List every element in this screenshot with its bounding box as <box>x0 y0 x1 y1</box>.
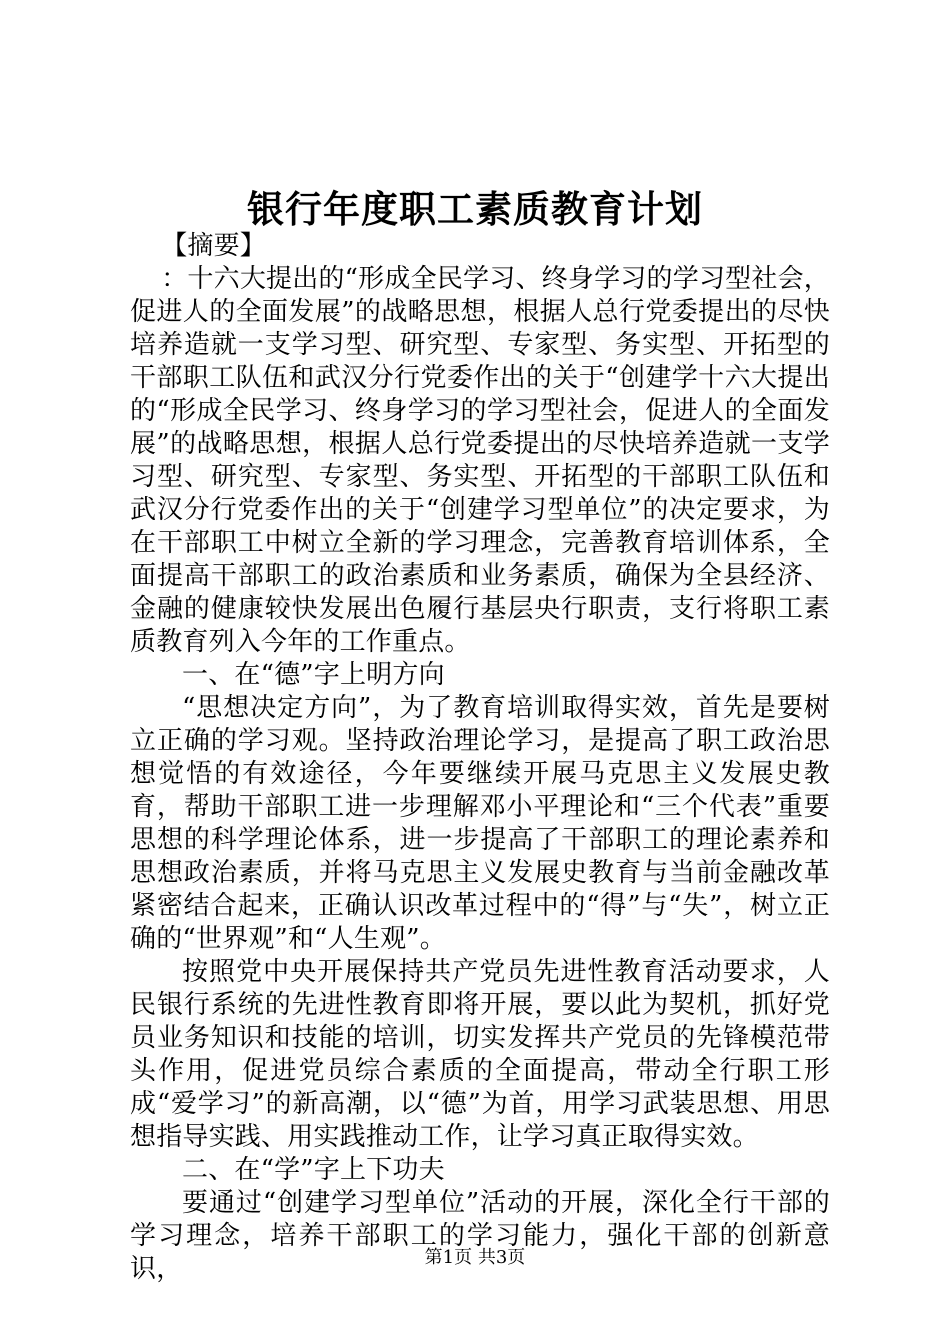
document-title: 银行年度职工素质教育计划 <box>247 187 703 231</box>
abstract-heading: 【摘要】 <box>161 231 266 261</box>
abstract-paragraph: ：十六大提出的“形成全民学习、终身学习的学习型社会，促进人的全面发展”的战略思想，根据人总行党委提出的尽快培养造就一支学习型、研究型、专家型、务实型、开拓型的干部职工队伍和武汉分行党委作出的关于“创建学十六大提出的“形成全民学习、终身学习的学习型社会，促进人的全面发展”的战略思想，根据人总行党委提出的尽快培养造就一支学习型、研究型、专家型、务实型、开拓型的干部职工队伍和武汉分行党委作出的关于“创建学习型单位”的决定要求，为在干部职工中树立全新的学习理念，完善教育培训体系，全面提高干部职工的政治素质和业务素质，确保为全县经济、金融的健康较快发展出色履行基层央行职责，支行将职工素质教育列入今年的工作重点。 <box>130 264 830 657</box>
section-heading-2: 二、在“学”字上下功夫 <box>182 1155 445 1185</box>
page-footer: 第1页 共3页 <box>424 1247 526 1268</box>
body-paragraph-1: “思想决定方向”，为了教育培训取得实效，首先是要树立正确的学习观。坚持政治理论学习，是提高了职工政治思想觉悟的有效途径，今年要继续开展马克思主义发展史教育，帮助干部职工进一步理解邓小平理论和“三个代表”重要思想的科学理论体系，进一步提高了干部职工的理论素养和思想政治素质，并将马克思主义发展史教育与当前金融改革紧密结合起来，正确认识改革过程中的“得”与“失”，树立正确的“世界观”和“人生观”。 <box>130 693 830 954</box>
document-body <box>130 230 830 1286</box>
body-paragraph-2: 按照党中央开展保持共产党员先进性教育活动要求，人民银行系统的先进性教育即将开展，要以此为契机，抓好党员业务知识和技能的培训，切实发挥共产党员的先锋模范带头作用，促进党员综合素质的全面提高，带动全行职工形成“爱学习”的新高潮，以“德”为首，用学习武装思想、用思想指导实践、用实践推动工作，让学习真正取得实效。 <box>130 957 830 1152</box>
section-heading-1: 一、在“德”字上明方向 <box>182 660 445 690</box>
body-paragraph-3: 要通过“创建学习型单位”活动的开展，深化全行干部的学习理念，培养干部职工的学习能力，强化干部的创新意识， <box>130 1188 830 1284</box>
